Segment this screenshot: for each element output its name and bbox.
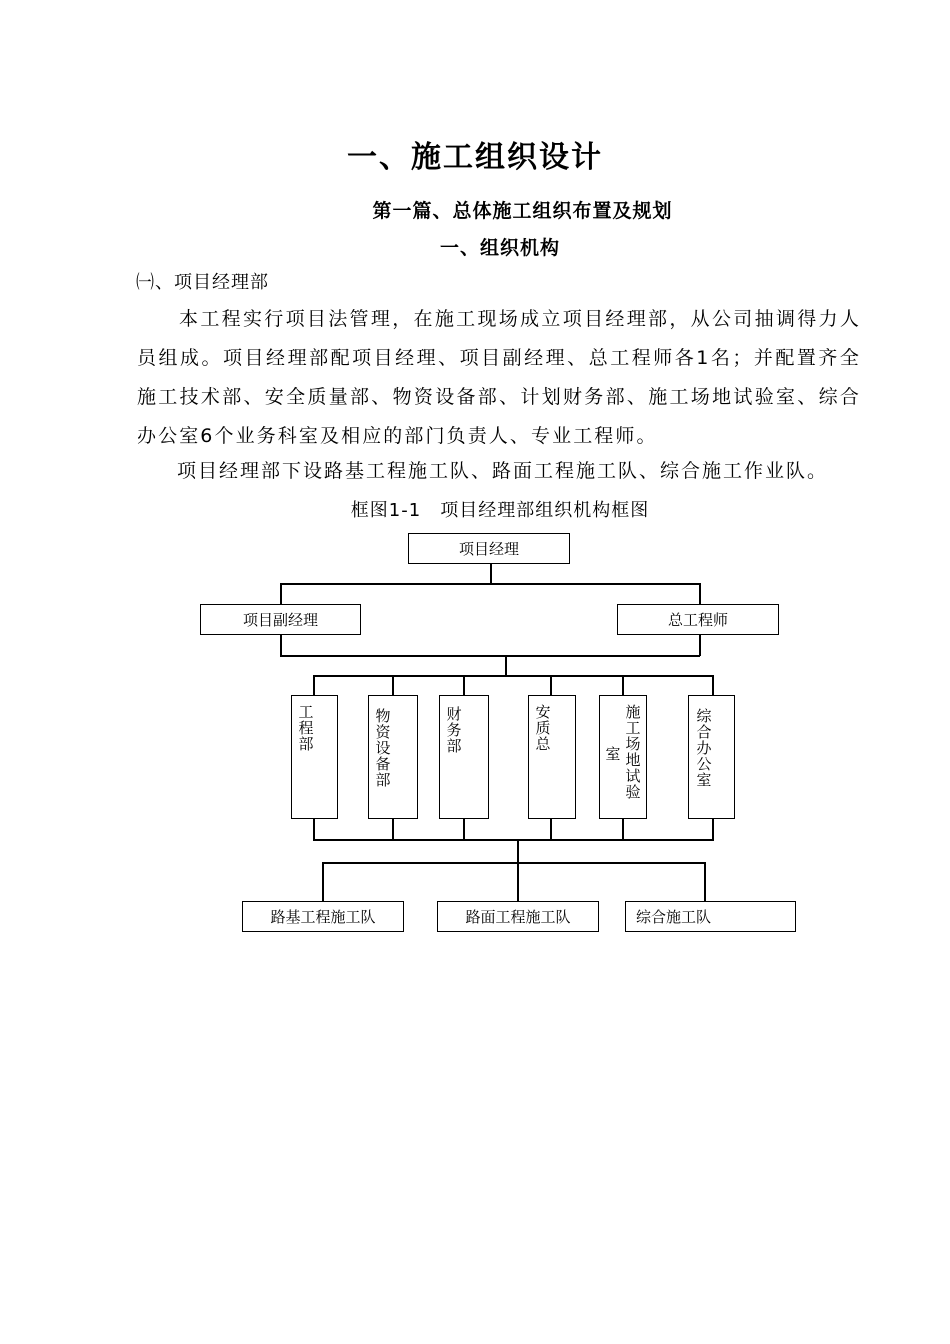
connector-line xyxy=(699,634,701,656)
dept-finance-box xyxy=(439,695,489,819)
connector-line xyxy=(622,818,624,840)
connector-line xyxy=(280,655,700,657)
body-paragraph-2: 项目经理部下设路基工程施工队、路面工程施工队、综合施工作业队。 xyxy=(177,460,829,482)
connector-line xyxy=(712,675,714,696)
connector-line xyxy=(322,862,324,902)
deputy-manager-box: 项目副经理 xyxy=(200,604,361,635)
connector-line xyxy=(490,563,492,584)
page-title: 一、施工组织设计 xyxy=(347,140,603,175)
connector-line xyxy=(550,675,552,696)
connector-line xyxy=(550,818,552,840)
dept-finance-label: 财务部 xyxy=(446,705,462,755)
dept-lab-label: 施工场地试验 xyxy=(625,703,641,801)
connector-line xyxy=(517,839,519,863)
team-roadbed-box: 路基工程施工队 xyxy=(242,901,404,932)
connector-line xyxy=(622,675,624,696)
dept-engineering-box xyxy=(291,695,338,819)
connector-line xyxy=(280,583,282,605)
connector-line xyxy=(313,818,315,840)
connector-line xyxy=(699,583,701,605)
team-general-box: 综合施工队 xyxy=(625,901,796,932)
connector-line xyxy=(313,675,315,696)
connector-line xyxy=(392,818,394,840)
dept-engineering-label: 工程部 xyxy=(298,703,314,753)
dept-materials-box xyxy=(368,695,418,819)
dept-lab-box xyxy=(599,695,647,819)
section-title: 一、组织机构 xyxy=(439,237,560,259)
project-manager-box: 项目经理 xyxy=(408,533,570,564)
connector-line xyxy=(463,818,465,840)
dept-materials-label: 物资设备部 xyxy=(375,707,391,789)
figure-caption: 框图1-1 项目经理部组织机构框图 xyxy=(350,500,650,521)
part-title: 第一篇、总体施工组织布置及规划 xyxy=(372,200,673,222)
connector-line xyxy=(712,818,714,840)
connector-line xyxy=(313,839,714,841)
connector-line xyxy=(322,862,705,864)
connector-line xyxy=(392,675,394,696)
body-paragraph-1: 本工程实行项目法管理，在施工现场成立项目经理部，从公司抽调得力人员组成。项目经理部配项目经理、项目副经理、总工程师各1名；并配置齐全施工技术部、安全质量部、物资设备部、计划财务部、施工场地试验室、综合办公室6个业务科室及相应的部门负责人、专业工程师。 xyxy=(137,308,861,447)
connector-line xyxy=(280,634,282,656)
connector-line xyxy=(313,675,714,677)
dept-office-box xyxy=(688,695,735,819)
connector-line xyxy=(463,675,465,696)
dept-office-label: 综合办公室 xyxy=(696,707,712,789)
dept-safety-box xyxy=(528,695,576,819)
dept-safety-label: 安质总 xyxy=(535,703,551,753)
chief-engineer-box: 总工程师 xyxy=(617,604,779,635)
dept-lab-label-extra: 室 xyxy=(605,745,621,763)
connector-line xyxy=(517,862,519,902)
subsection-title: ㈠、项目经理部 xyxy=(136,272,269,293)
connector-line xyxy=(704,862,706,902)
connector-line xyxy=(505,655,507,676)
team-pavement-box: 路面工程施工队 xyxy=(437,901,599,932)
connector-line xyxy=(280,583,700,585)
